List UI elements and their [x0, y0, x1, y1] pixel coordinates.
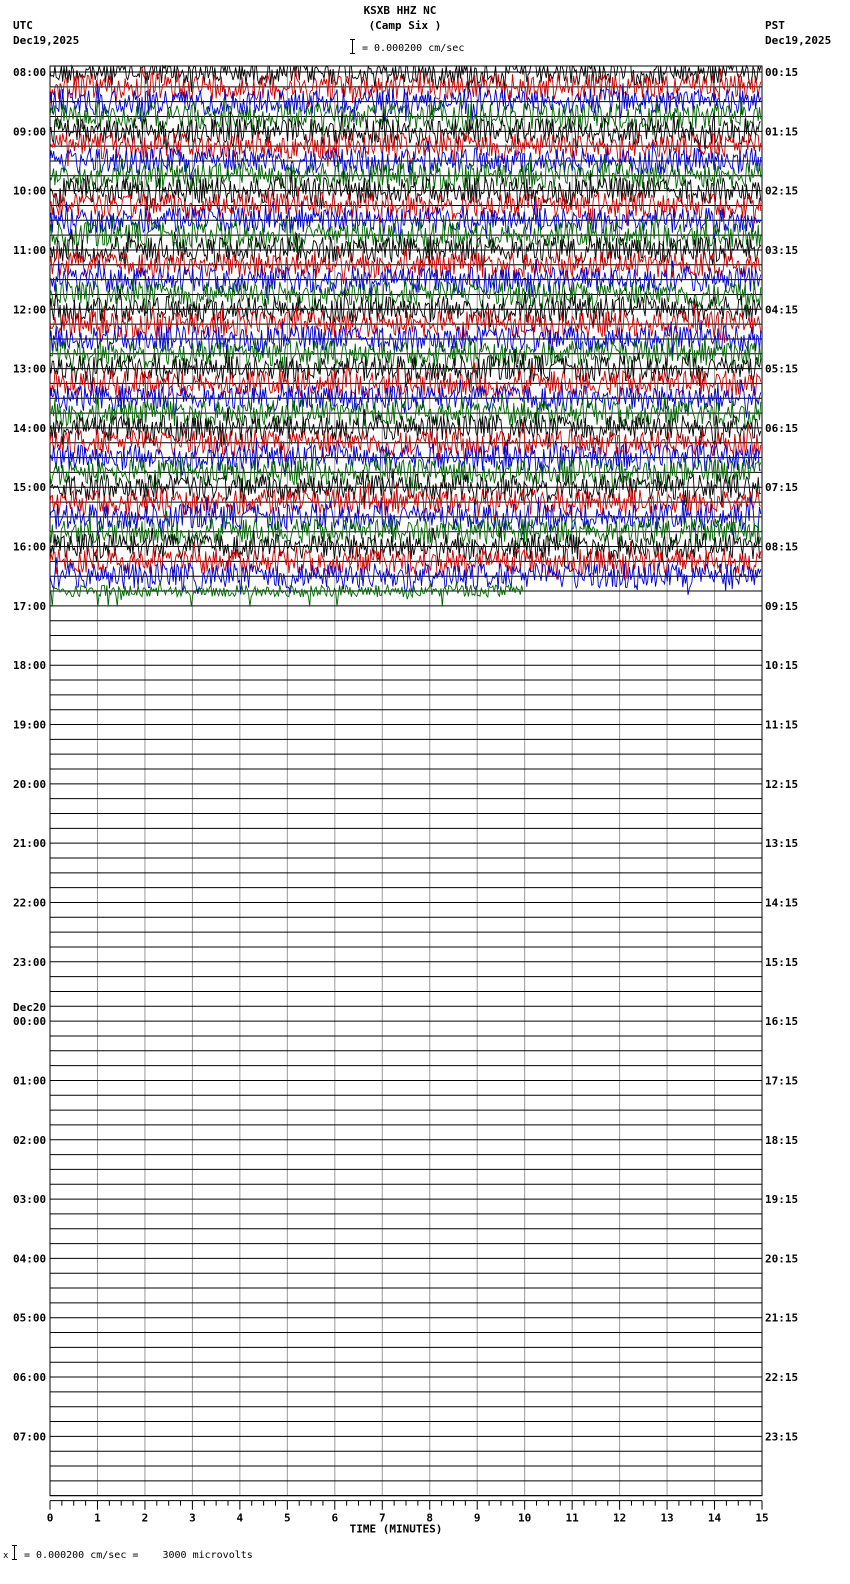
pst-hour-label: 18:15 — [765, 1133, 799, 1147]
pst-hour-label: 12:15 — [765, 777, 799, 791]
utc-hour-label: 20:00 — [13, 777, 47, 791]
pst-hour-label: 00:15 — [765, 66, 799, 79]
x-tick-label: 10 — [518, 1511, 532, 1525]
right-date: Dec19,2025 — [765, 34, 832, 47]
utc-hour-label: 16:00 — [13, 540, 47, 554]
x-tick-label: 13 — [660, 1511, 674, 1525]
pst-hour-label: 16:15 — [765, 1015, 799, 1029]
utc-hour-label: 02:00 — [13, 1133, 47, 1147]
pst-hour-label: 03:15 — [765, 243, 799, 257]
utc-hour-label: 21:00 — [13, 837, 47, 851]
plot-frame — [50, 66, 762, 1496]
utc-hour-label: 17:00 — [13, 599, 47, 613]
pst-hour-label: 22:15 — [765, 1371, 799, 1385]
pst-hour-label: 04:15 — [765, 303, 799, 317]
pst-hour-label: 10:15 — [765, 659, 799, 673]
x-tick-label: 9 — [473, 1511, 481, 1525]
x-tick-label: 15 — [755, 1511, 769, 1525]
utc-hour-label: 05:00 — [13, 1311, 47, 1325]
x-tick-label: 2 — [141, 1511, 149, 1525]
x-tick-label: 11 — [565, 1511, 579, 1525]
x-tick-label: 8 — [426, 1511, 434, 1525]
utc-hour-label: 09:00 — [13, 125, 47, 139]
station-title: KSXB HHZ NC — [363, 4, 437, 17]
station-location: (Camp Six ) — [368, 19, 442, 32]
pst-hour-label: 11:15 — [765, 718, 799, 732]
left-date: Dec19,2025 — [13, 34, 80, 47]
utc-hour-label: 18:00 — [13, 659, 47, 673]
x-tick-label: 7 — [378, 1511, 386, 1525]
seismic-trace — [50, 66, 761, 92]
utc-hour-label: 04:00 — [13, 1252, 47, 1266]
utc-hour-label: 07:00 — [13, 1430, 47, 1444]
x-tick-label: 5 — [284, 1511, 291, 1525]
utc-hour-label: 03:00 — [13, 1193, 47, 1207]
utc-hour-label: 22:00 — [13, 896, 47, 910]
pst-hour-label: 08:15 — [765, 540, 799, 554]
utc-hour-label: 14:00 — [13, 421, 47, 435]
x-axis-label: TIME (MINUTES) — [349, 1522, 443, 1536]
utc-hour-label: 10:00 — [13, 184, 47, 198]
x-tick-label: 0 — [46, 1511, 54, 1525]
pst-hour-label: 07:15 — [765, 481, 799, 495]
x-tick-label: 4 — [236, 1511, 244, 1525]
pst-hour-label: 20:15 — [765, 1252, 799, 1266]
pst-hour-label: 06:15 — [765, 421, 799, 435]
footer-scale-text: = 0.000200 cm/sec = 3000 microvolts — [24, 1550, 253, 1561]
utc-hour-label: 23:00 — [13, 955, 47, 969]
utc-hour-label: 11:00 — [13, 243, 47, 257]
x-tick-label: 1 — [94, 1511, 101, 1525]
x-tick-label: 14 — [707, 1511, 722, 1525]
pst-hour-label: 13:15 — [765, 837, 799, 851]
utc-hour-label: 15:00 — [13, 481, 47, 495]
right-timezone: PST — [765, 19, 785, 32]
x-tick-label: 6 — [331, 1511, 339, 1525]
footer-marker: x — [3, 1551, 9, 1561]
pst-hour-label: 19:15 — [765, 1193, 799, 1207]
utc-hour-label: 08:00 — [13, 66, 47, 79]
pst-hour-label: 05:15 — [765, 362, 799, 376]
pst-hour-label: 09:15 — [765, 599, 799, 613]
left-timezone: UTC — [13, 19, 33, 32]
pst-hour-label: 14:15 — [765, 896, 799, 910]
pst-hour-label: 23:15 — [765, 1430, 799, 1444]
date-change-label: Dec20 — [13, 1001, 47, 1015]
utc-hour-label: 13:00 — [13, 362, 47, 376]
utc-hour-label: 00:00 — [13, 1015, 47, 1029]
utc-hour-label: 01:00 — [13, 1074, 47, 1088]
pst-hour-label: 01:15 — [765, 125, 799, 139]
pst-hour-label: 21:15 — [765, 1311, 799, 1325]
utc-hour-label: 06:00 — [13, 1371, 47, 1385]
utc-hour-label: 19:00 — [13, 718, 47, 732]
pst-hour-label: 02:15 — [765, 184, 799, 198]
utc-hour-label: 12:00 — [13, 303, 47, 317]
x-tick-label: 3 — [189, 1511, 196, 1525]
scale-label: = 0.000200 cm/sec — [362, 43, 465, 54]
pst-hour-label: 15:15 — [765, 955, 799, 969]
x-tick-label: 12 — [612, 1511, 627, 1525]
pst-hour-label: 17:15 — [765, 1074, 799, 1088]
